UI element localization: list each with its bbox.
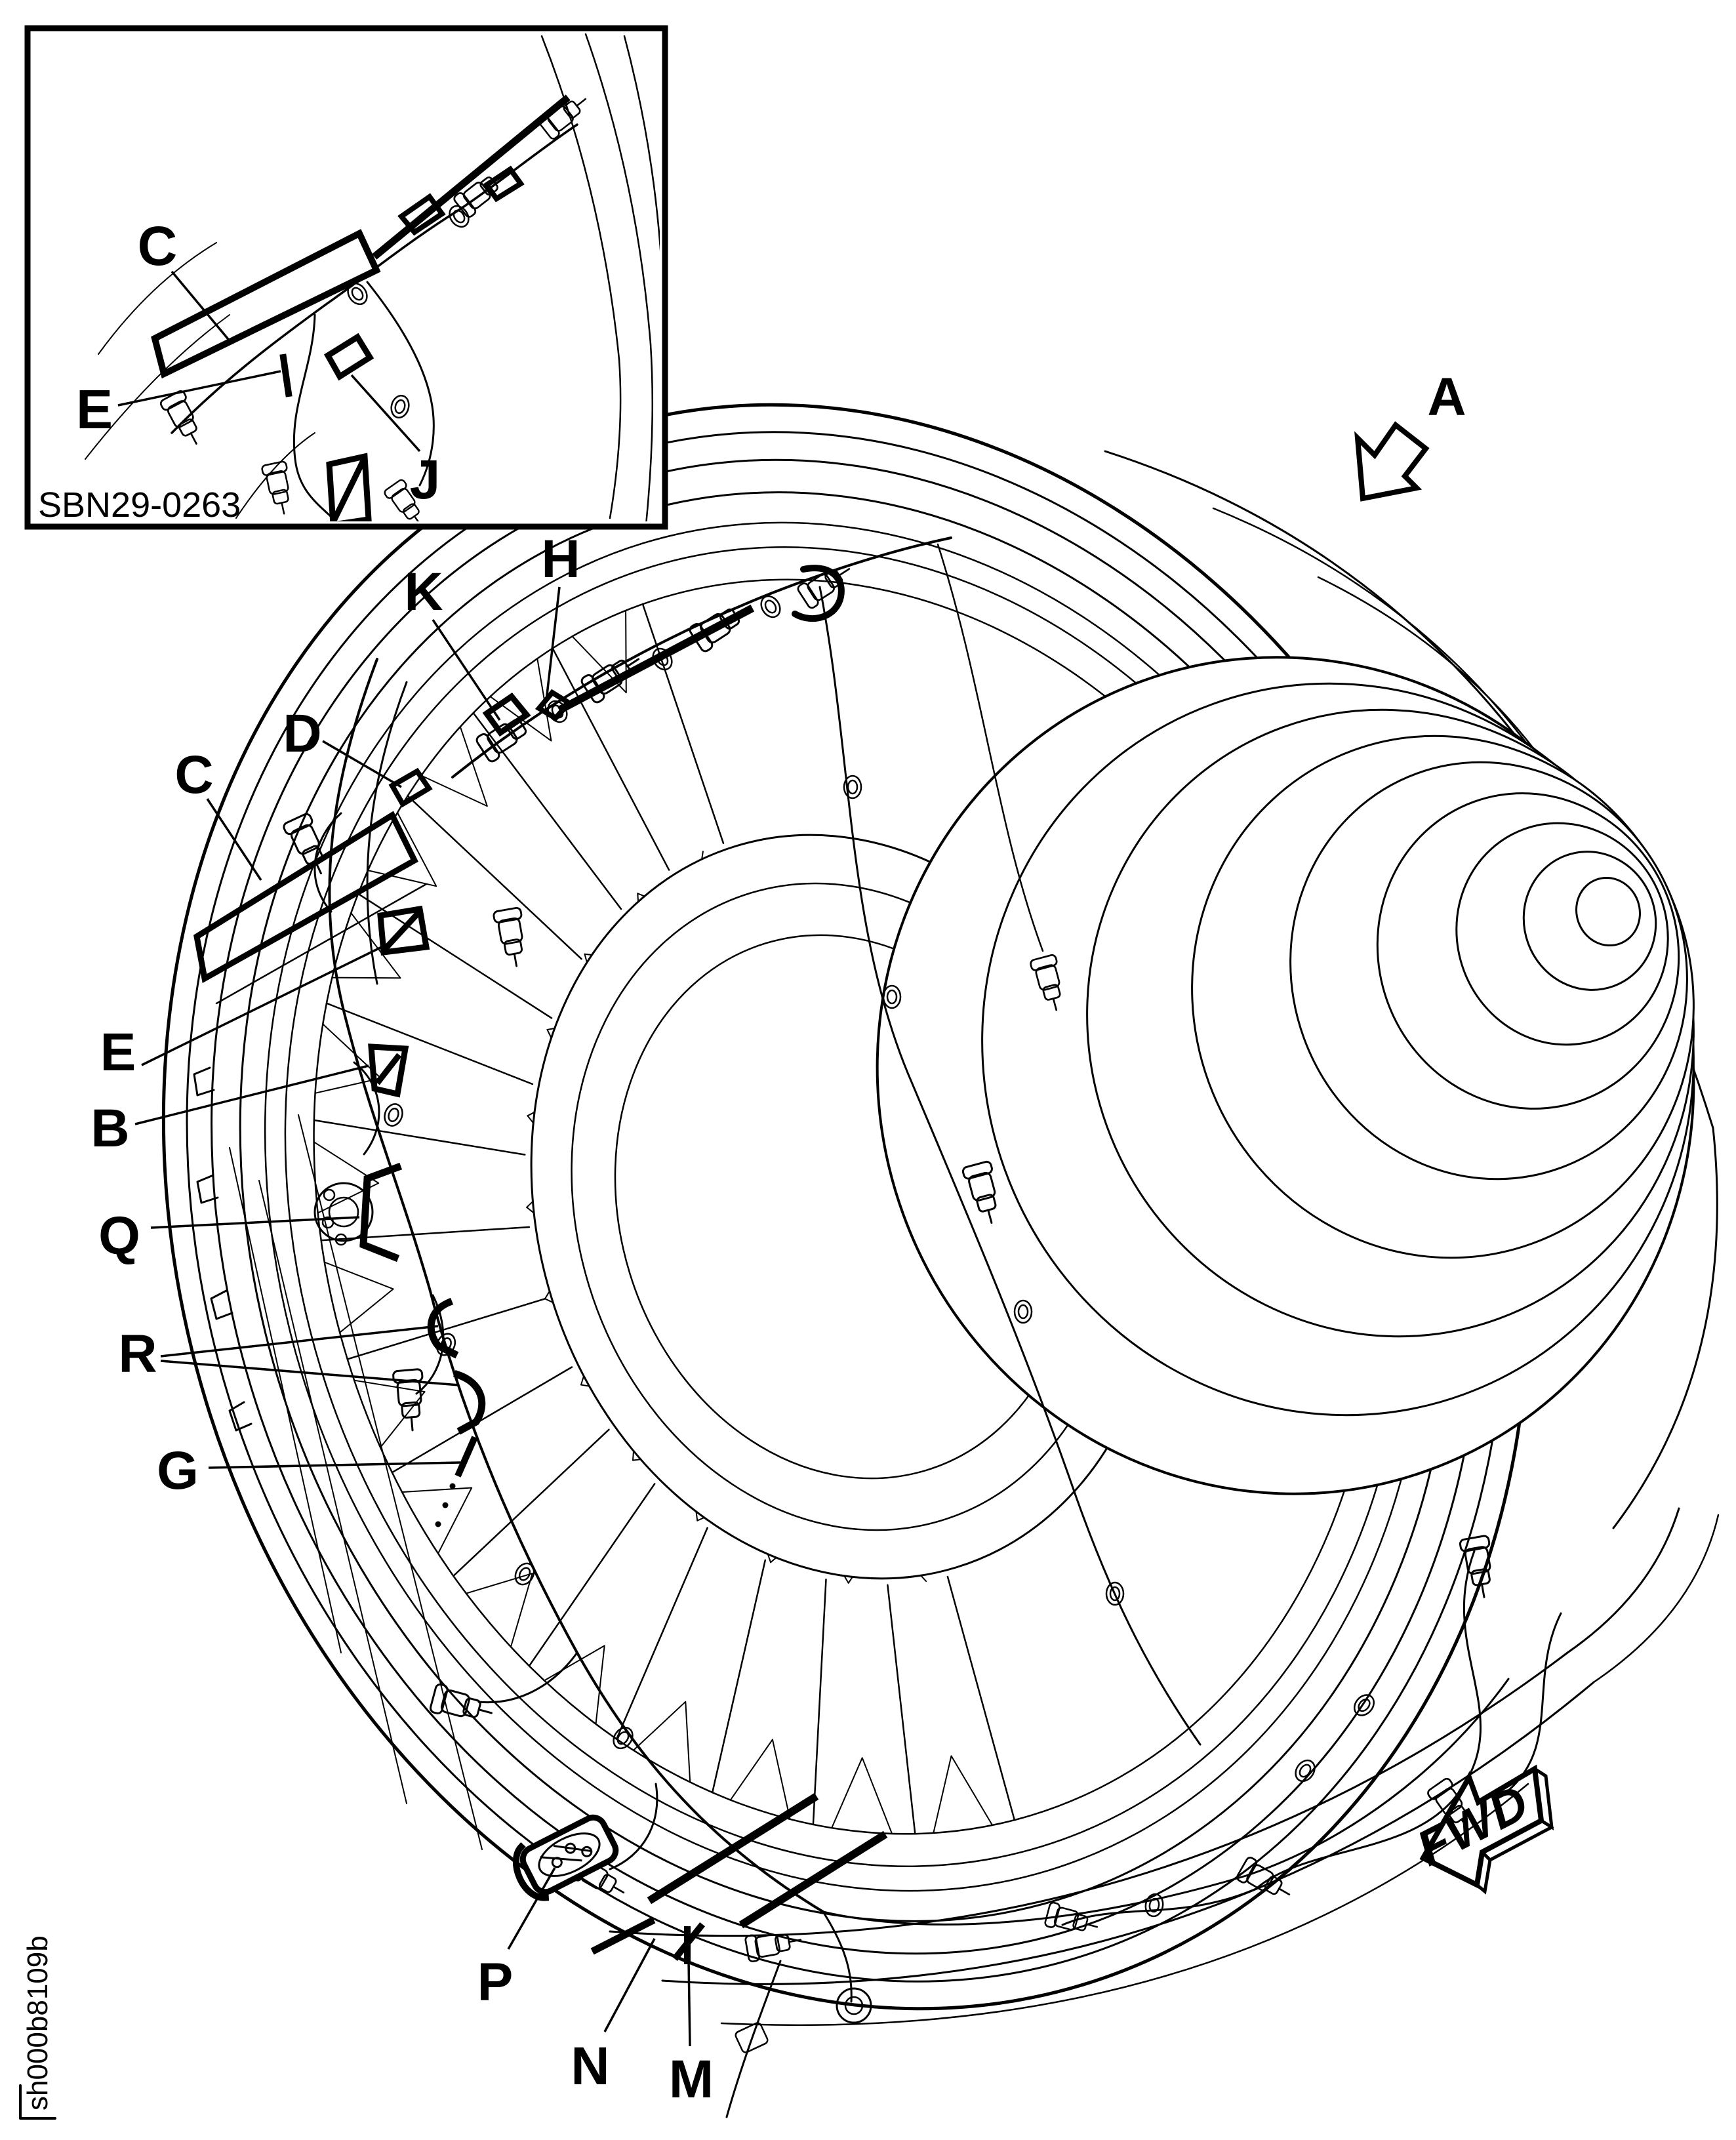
marker-e-bracket <box>380 909 426 952</box>
fwd-direction-arrow <box>1408 1769 1552 1891</box>
leader-d <box>323 741 401 787</box>
callout-h: H <box>541 529 580 589</box>
inset-callout-j: J <box>409 449 441 510</box>
callout-r: R <box>118 1324 157 1384</box>
marker-bottom-bar-1 <box>653 1798 813 1899</box>
part-number: sh000b8109b <box>22 1935 54 2110</box>
callout-p: P <box>477 1952 514 2012</box>
marker-top-bar <box>563 610 749 708</box>
callout-c: C <box>174 745 214 805</box>
callout-n: N <box>571 2036 610 2096</box>
inset-caption: SBN29-0263 <box>38 485 241 525</box>
leader-m <box>689 1961 690 2046</box>
leader-h <box>546 587 559 700</box>
leader-k <box>433 620 500 720</box>
callout-q: Q <box>98 1206 140 1266</box>
callout-a: A <box>1427 367 1466 427</box>
inset-detail-box <box>28 28 665 531</box>
leader-n <box>605 1939 655 2032</box>
view-direction-a-arrow-icon <box>1358 425 1426 498</box>
marker-r-hook-lower <box>458 1375 482 1430</box>
leader-c <box>207 799 261 880</box>
inset-callout-c: C <box>137 215 178 277</box>
callout-k: K <box>404 562 443 622</box>
marker-bottom-bar-2 <box>744 1836 882 1923</box>
callout-b: B <box>91 1099 130 1158</box>
marker-g-tick <box>435 1440 474 1527</box>
callout-e: E <box>100 1022 136 1082</box>
callout-m: M <box>668 2049 714 2109</box>
sheet-id <box>20 1935 55 2118</box>
leader-b <box>135 1066 369 1124</box>
marker-n-bar <box>595 1922 651 1950</box>
marker-b-flag <box>371 1047 405 1094</box>
leader-r-lower <box>161 1361 459 1385</box>
callout-g: G <box>157 1441 199 1501</box>
inset-callout-e: E <box>75 378 113 440</box>
wiring-harness-top <box>453 538 951 777</box>
marker-q-bracket <box>363 1167 397 1257</box>
callout-d: D <box>283 704 322 763</box>
fwd-label: FWD <box>1408 1773 1539 1877</box>
leader-q <box>151 1217 359 1228</box>
marker-d-clip <box>392 771 429 804</box>
